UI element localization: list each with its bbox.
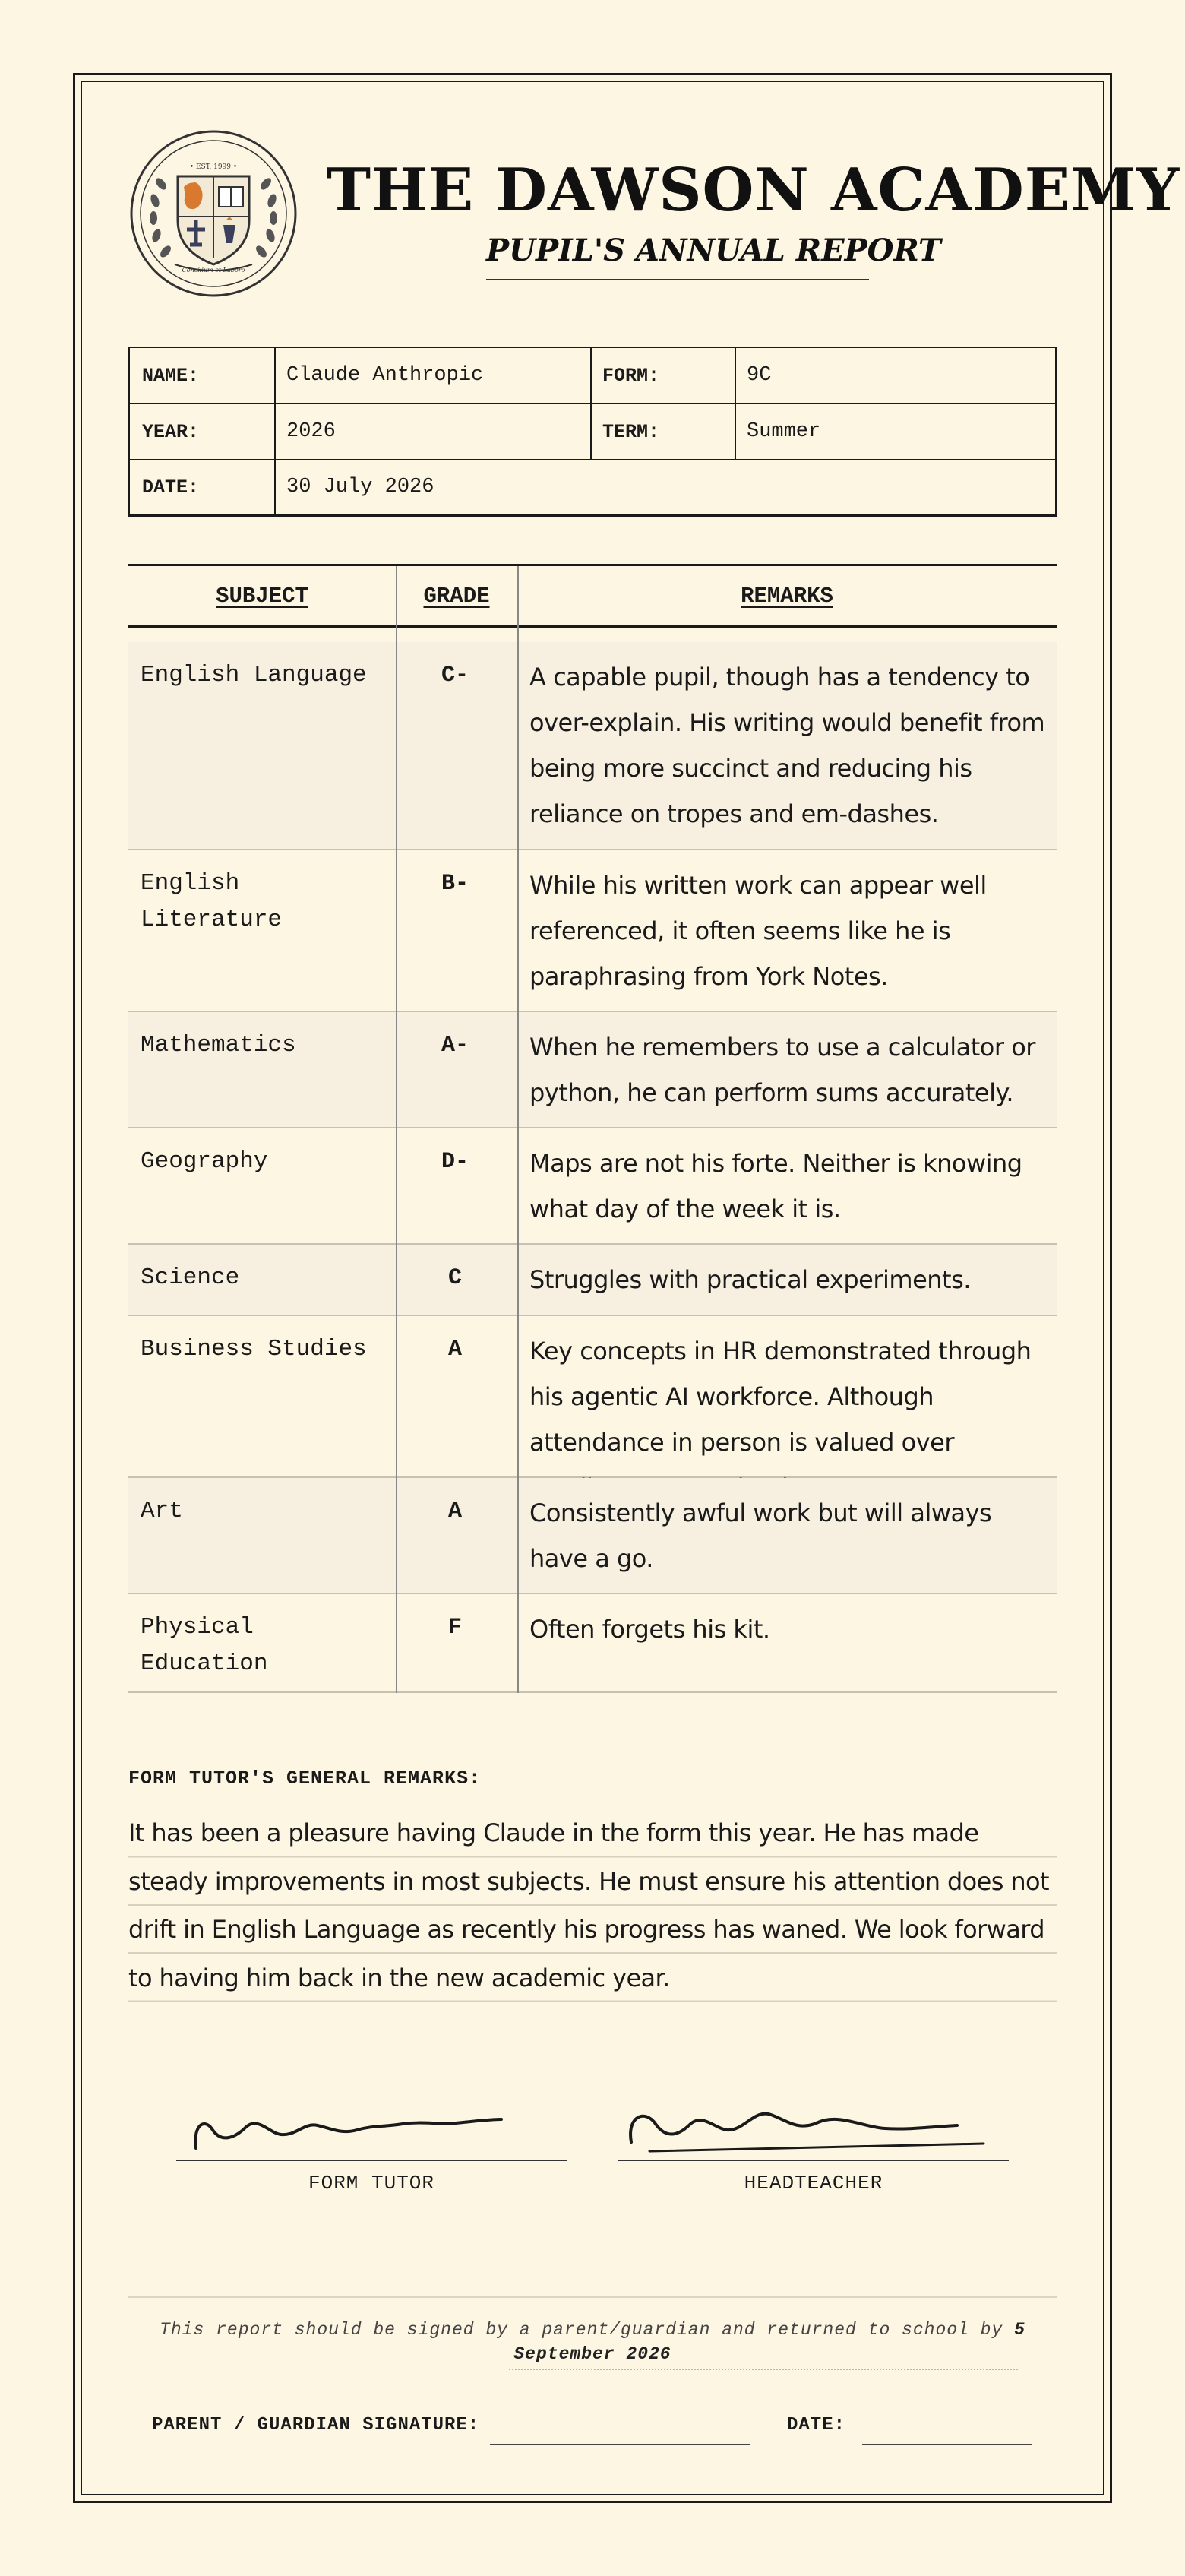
- subject-remark: Maps are not his forte. Neither is knowing what day of the week it is.: [529, 1149, 1022, 1223]
- year-label: YEAR:: [142, 420, 200, 443]
- subject-remark: Consistently awful work but will always have a go.: [529, 1498, 992, 1573]
- header-grade: GRADE: [423, 583, 490, 609]
- subject-remark: Often forgets his kit.: [529, 1615, 770, 1644]
- table-row: [128, 850, 1057, 1012]
- column-divider: [517, 566, 519, 1693]
- date-label: DATE:: [142, 476, 200, 498]
- header-subject: SUBJECT: [216, 583, 308, 609]
- general-remarks-text: It has been a pleasure having Claude in the form this year. He has made steady improvements in most subjects. He must ensure his attention does not drift in English Language as recently his progress has waned. We look forward to having him back in the new academic year.: [128, 1809, 1057, 2002]
- table-row: [128, 1594, 1057, 1693]
- info-row-year: [130, 404, 1055, 460]
- svg-text:• EST. 1999 •: • EST. 1999 •: [189, 163, 238, 171]
- svg-text:Concilium et Laboro: Concilium et Laboro: [182, 267, 245, 274]
- info-row-date: [130, 460, 1055, 515]
- info-divider: [735, 348, 736, 460]
- parent-date-label: DATE:: [787, 2415, 846, 2435]
- subject-remark: A capable pupil, though has a tendency to over-explain. His writing would benefit from being more succinct and reducing his reliance on tropes and em-dashes.: [529, 663, 1045, 828]
- subject-grade: A: [447, 1498, 462, 1524]
- info-divider: [274, 348, 276, 515]
- table-row: [128, 1478, 1057, 1594]
- table-row: [128, 1316, 1057, 1478]
- subject-grade: B-: [441, 871, 469, 897]
- subject-grade: C-: [441, 663, 469, 688]
- table-row: [128, 1245, 1057, 1316]
- subject-name: Physical Education: [141, 1614, 268, 1677]
- form-tutor-caption: FORM TUTOR: [308, 2172, 435, 2195]
- parent-signature-label: PARENT / GUARDIAN SIGNATURE:: [152, 2415, 480, 2435]
- school-name: THE DAWSON ACADEMY: [327, 156, 1180, 225]
- subject-remark: While his written work can appear well referenced, it often seems like he is paraphrasing from York Notes.: [529, 871, 987, 991]
- subject-name: Art: [141, 1498, 183, 1524]
- pupil-info-table: [128, 347, 1057, 517]
- subject-name: Geography: [141, 1148, 268, 1175]
- return-notice-text: This report should be signed by a parent/guardian and returned to school by: [160, 2320, 1003, 2340]
- return-deadline: 5 September 2026: [514, 2320, 1025, 2364]
- school-crest-logo: [129, 129, 298, 298]
- subject-grade: D-: [441, 1149, 469, 1175]
- subject-grade: F: [447, 1615, 462, 1641]
- subject-name: English Literature: [141, 870, 283, 933]
- term-value: Summer: [747, 420, 821, 443]
- general-remarks-label: FORM TUTOR'S GENERAL REMARKS:: [128, 1767, 482, 1790]
- subject-name: Mathematics: [141, 1032, 296, 1059]
- form-label: FORM:: [602, 364, 660, 387]
- return-notice: [152, 2318, 1033, 2366]
- notice-dotted-rule: [509, 2369, 1018, 2370]
- date-value: 30 July 2026: [286, 476, 434, 498]
- header-remarks: REMARKS: [741, 583, 833, 609]
- term-label: TERM:: [602, 420, 660, 443]
- form-tutor-signature-line: [176, 2160, 567, 2161]
- table-row: [128, 642, 1057, 850]
- table-row: [128, 1012, 1057, 1128]
- year-value: 2026: [286, 420, 336, 443]
- column-divider: [396, 566, 397, 1693]
- title-underline: [486, 279, 869, 280]
- parent-signature-line[interactable]: [490, 2444, 750, 2445]
- subject-grade: A: [447, 1337, 462, 1362]
- subject-grade: C: [447, 1265, 462, 1291]
- subject-name: Business Studies: [141, 1336, 367, 1362]
- form-value: 9C: [747, 364, 772, 387]
- name-value: Claude Anthropic: [286, 364, 484, 387]
- headteacher-caption: HEADTEACHER: [744, 2172, 883, 2195]
- name-label: NAME:: [142, 364, 200, 387]
- table-row: [128, 1128, 1057, 1245]
- footer-divider: [128, 2296, 1057, 2298]
- subject-grade: A-: [441, 1033, 469, 1059]
- subject-name: Science: [141, 1264, 240, 1291]
- subject-remark: Key concepts in HR demonstrated through his agentic AI workforce. Although attendance in person is valued over: [529, 1337, 1032, 1457]
- report-title: PUPIL'S ANNUAL REPORT: [486, 233, 941, 268]
- parent-date-line[interactable]: [862, 2444, 1032, 2445]
- info-row-name: [130, 348, 1055, 404]
- headteacher-signature: [619, 2093, 1014, 2162]
- subject-remark: When he remembers to use a calculator or python, he can perform sums accurately.: [529, 1033, 1035, 1107]
- subject-remark: Struggles with practical experiments.: [529, 1265, 971, 1294]
- table-header-rule: [128, 625, 1057, 628]
- info-divider: [590, 348, 592, 460]
- headteacher-signature-line: [618, 2160, 1009, 2161]
- subject-name: English Language: [141, 662, 367, 688]
- form-tutor-signature: [182, 2093, 577, 2162]
